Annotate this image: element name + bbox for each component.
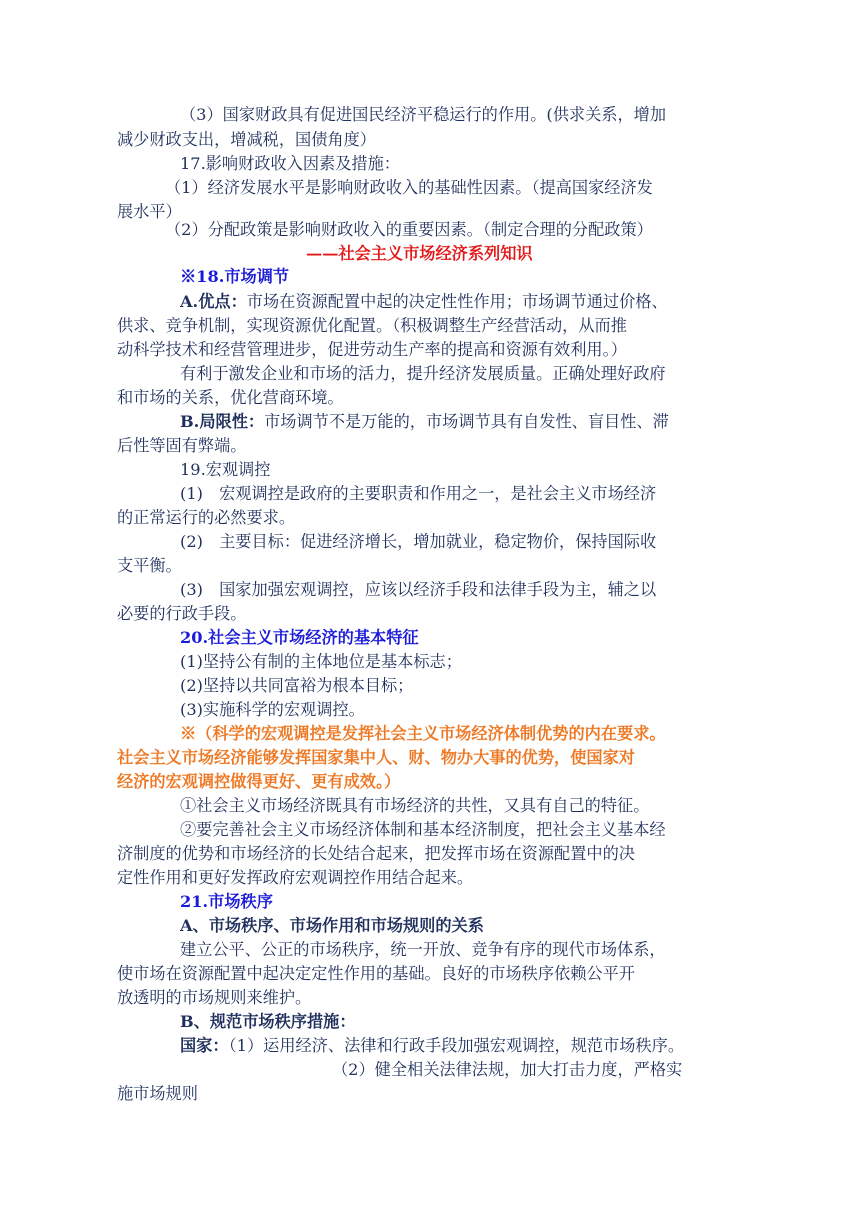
- paragraph-text: （1）运用经济、法律和行政手段加强宏观调控，规范市场秩序。: [228, 1036, 685, 1055]
- paragraph-text: 市场在资源配置中起的决定性性作用；市场调节通过价格、: [246, 292, 668, 311]
- paragraph-line: 定性作用和更好发挥政府宏观调控作用结合起来。: [117, 868, 474, 887]
- section-19-title: 19.宏观调控: [180, 460, 271, 479]
- list-item: (2)坚持以共同富裕为根本目标；: [180, 676, 414, 695]
- section-17-title: 17.影响财政收入因素及措施：: [180, 154, 400, 173]
- paragraph-line: (3) 国家加强宏观调控，应该以经济手段和法律手段为主，辅之以: [180, 580, 657, 599]
- state-label: 国家：: [180, 1036, 229, 1055]
- paragraph-line: (1) 宏观调控是政府的主要职责和作用之一，是社会主义市场经济: [180, 484, 657, 503]
- paragraph-text: 市场调节不是万能的，市场调节具有自发性、盲目性、滞: [264, 412, 669, 431]
- paragraph-line: 有利于激发企业和市场的活力，提升经济发展质量。正确处理好政府: [180, 364, 666, 383]
- paragraph-line: [180, 290, 668, 314]
- paragraph-line: （2）分配政策是影响财政收入的重要因素。（制定合理的分配政策）: [165, 220, 653, 239]
- paragraph-line: 放透明的市场规则来维护。: [117, 988, 312, 1007]
- paragraph-line: 施市场规则: [117, 1084, 198, 1103]
- paragraph-line: 建立公平、公正的市场秩序，统一开放、竞争有序的现代市场体系，: [180, 940, 666, 959]
- paragraph-line: 使市场在资源配置中起决定定性作用的基础。良好的市场秩序依赖公平开: [117, 964, 635, 983]
- note-line: 经济的宏观调控做得更好、更有成效。）: [117, 772, 401, 791]
- advantage-label: A.优点：: [180, 292, 247, 311]
- paragraph-line: 济制度的优势和市场经济的长处结合起来，把发挥市场在资源配置中的决: [117, 844, 635, 863]
- paragraph-line: 展水平）: [117, 202, 182, 221]
- note-line: 社会主义市场经济能够发挥国家集中人、财、物办大事的优势，使国家对: [117, 748, 635, 767]
- paragraph-line: （1）经济发展水平是影响财政收入的基础性因素。（提高国家经济发: [165, 178, 653, 197]
- paragraph-line: [180, 410, 669, 434]
- paragraph-line: ②要完善社会主义市场经济体制和基本经济制度，把社会主义基本经: [180, 820, 666, 839]
- limitation-label: B.局限性：: [180, 412, 265, 431]
- chapter-heading: ——社会主义市场经济系列知识: [306, 244, 533, 263]
- paragraph-line: （3）国家财政具有促进国民经济平稳运行的作用。(供求关系，增加: [180, 105, 667, 124]
- section-21-title: 21.市场秩序: [180, 892, 273, 911]
- paragraph-line: 的正常运行的必然要求。: [117, 508, 296, 527]
- subsection-b-title: B、规范市场秩序措施：: [180, 1012, 356, 1031]
- paragraph-line: （2）健全相关法律法规，加大打击力度，严格实: [332, 1060, 683, 1079]
- list-item: (1)坚持公有制的主体地位是基本标志；: [180, 652, 462, 671]
- paragraph-line: 供求、竞争机制，实现资源优化配置。（积极调整生产经营活动，从而推: [117, 316, 627, 335]
- paragraph-line: (2) 主要目标：促进经济增长，增加就业，稳定物价，保持国际收: [180, 532, 657, 551]
- list-item: (3)实施科学的宏观调控。: [180, 700, 365, 719]
- note-line: ※（科学的宏观调控是发挥社会主义市场经济体制优势的内在要求。: [180, 724, 666, 743]
- paragraph-line: [180, 1034, 684, 1058]
- paragraph-line: 必要的行政手段。: [117, 604, 247, 623]
- section-20-title: 20.社会主义市场经济的基本特征: [180, 628, 419, 647]
- paragraph-line: 和市场的关系，优化营商环境。: [117, 388, 344, 407]
- paragraph-line: 后性等固有弊端。: [117, 436, 247, 455]
- subsection-a-title: A、市场秩序、市场作用和市场规则的关系: [180, 916, 484, 935]
- section-18-title: ※18.市场调节: [180, 267, 290, 286]
- paragraph-line: 减少财政支出，增减税，国债角度）: [117, 130, 376, 149]
- paragraph-line: ①社会主义市场经济既具有市场经济的共性，又具有自己的特征。: [180, 796, 650, 815]
- paragraph-line: 动科学技术和经营管理进步，促进劳动生产率的提高和资源有效利用。）: [117, 340, 627, 359]
- paragraph-line: 支平衡。: [117, 556, 182, 575]
